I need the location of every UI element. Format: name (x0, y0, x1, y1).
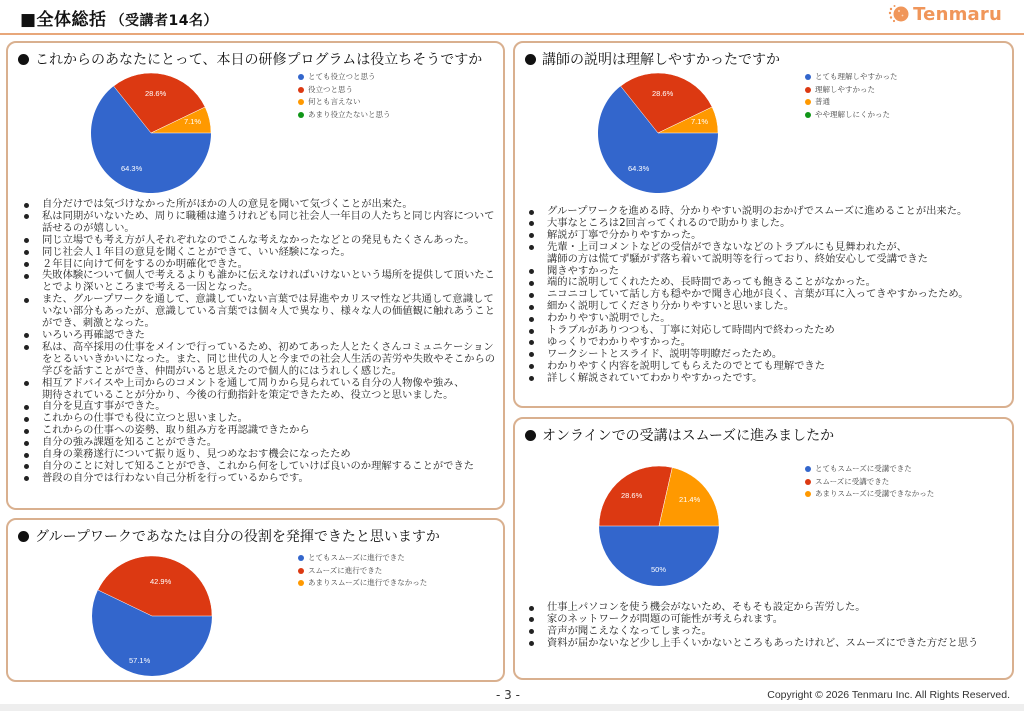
comment-item: 先輩・上司コメントなどの受信ができないなどのトラブルにも見舞われたが、 講師の方は慌てず騒がず落ち着いて説明等を行っており、終始安心して受講できた (523, 242, 1009, 266)
comment-list (18, 199, 502, 485)
chart-legend (298, 71, 391, 121)
comment-item: ワークシートとスライド、説明等明瞭だったため。 (523, 349, 1009, 361)
comment-list (523, 602, 1009, 650)
comment-item: 仕事上パソコンを使う機会がないため、そもそも設定から苦労した。 (523, 602, 1009, 614)
comment-item: また、グループワークを通して、意識していない言葉では昇進やカリスマ性など共通して意識していない部分もあったが、意識している言葉では個々人で異なり、様々な人の価値観に触れあうことができ、刺激となった。 (18, 294, 502, 330)
legend-swatch-red-icon (298, 87, 304, 93)
page-title-main: ■全体総括 (20, 10, 107, 30)
legend-item (298, 96, 391, 109)
comment-item: ２年目に向けて何をするのか明確化できた。 (18, 259, 502, 271)
comment-item: トラブルがありつつも、丁寧に対応して時間内で終わったため (523, 325, 1009, 337)
comment-item: わかりやすい説明でした。 (523, 313, 1009, 325)
comment-item: 端的に説明してくれたため、長時間であっても飽きることがなかった。 (523, 277, 1009, 289)
legend-item (805, 476, 934, 489)
comment-list (523, 206, 1009, 385)
legend-swatch-orange-icon (805, 99, 811, 105)
panel-title (525, 425, 834, 445)
chart-legend (805, 463, 934, 501)
comment-item: 細かく説明してくださり分かりやすいと思いました。 (523, 301, 1009, 313)
pie-chart-usefulness (89, 71, 213, 195)
legend-swatch-green-icon (298, 112, 304, 118)
legend-swatch-blue-icon (805, 74, 811, 80)
legend-label: とても役立つと思う (308, 72, 376, 81)
page-header (0, 0, 1024, 34)
legend-label: スムーズに受講できた (815, 476, 890, 486)
comment-item: 大事なところは2回言ってくれるので助かりました。 (523, 218, 1009, 230)
panel-instructor-clarity (513, 41, 1014, 408)
comment-item: 同じ社会人１年目の意見を聞くことができて、いい経験になった。 (18, 247, 502, 259)
panel-title (525, 49, 780, 69)
comment-item: 詳しく解説されていてわかりやすかったです。 (523, 373, 1009, 385)
legend-item (298, 565, 427, 578)
chart-legend (805, 71, 898, 121)
pie-label-blue: 64.3% (628, 164, 650, 173)
comment-item: これからの仕事でも役に立つと思いました。 (18, 413, 502, 425)
panel-online-smoothness (513, 417, 1014, 680)
header-divider (0, 33, 1024, 35)
panel-groupwork-role (6, 518, 505, 682)
bullet-dot-icon (18, 54, 29, 65)
pie-slice-blue (599, 526, 719, 586)
comment-item: いろいろ再確認できた (18, 330, 502, 342)
pie-label-orange: 21.4% (679, 495, 701, 504)
panel-title-text: これからのあなたにとって、本日の研修プログラムは役立ちそうですか (35, 52, 483, 68)
page-number: - 3 - (496, 688, 520, 702)
legend-label: スムーズに進行できた (308, 565, 383, 575)
panel-title-text: 講師の説明は理解しやすかったですか (542, 52, 780, 68)
bullet-dot-icon (18, 531, 29, 542)
legend-item (298, 552, 427, 565)
footer-bar (0, 704, 1024, 711)
panel-title-text: グループワークであなたは自分の役割を発揮できたと思いますか (35, 529, 440, 545)
legend-swatch-blue-icon (298, 555, 304, 561)
legend-item (298, 71, 391, 84)
comment-item: 失敗体験について個人で考えるよりも誰かに伝えなければいけないという場所を提供して頂いたことでより深いところまで考える一因となった。 (18, 270, 502, 294)
pie-chart-instructor (596, 71, 720, 195)
bullet-dot-icon (525, 430, 536, 441)
legend-label: とてもスムーズに進行できた (308, 553, 405, 562)
pie-label-orange: 7.1% (691, 117, 709, 126)
comment-item: グループワークを進める時、分かりやすい説明のおかげでスムーズに進めることが出来た。 (523, 206, 1009, 218)
legend-item (298, 84, 391, 97)
legend-swatch-red-icon (298, 568, 304, 574)
comment-item: 家のネットワークが問題の可能性が考えられます。 (523, 614, 1009, 626)
page-title (20, 5, 218, 30)
comment-item: 解説が丁寧で分かりやすかった。 (523, 230, 1009, 242)
legend-item (805, 488, 934, 501)
legend-item (805, 84, 898, 97)
comment-item: 聞きやすかった (523, 266, 1009, 278)
pie-label-orange: 7.1% (184, 117, 202, 126)
legend-label: やや理解しにくかった (815, 109, 890, 119)
pie-label-blue: 50% (651, 565, 667, 574)
comment-item: 私は同期がいないため、周りに職種は違うけれども同じ社会人一年目の人たちと同じ内容について話せるのが嬉しい。 (18, 211, 502, 235)
legend-item (805, 463, 934, 476)
panel-title-text: オンラインでの受講はスムーズに進みましたか (542, 428, 835, 444)
comment-item: 同じ立場でも考え方が人それぞれなのでこんな考えなかったなどとの発見もたくさんあった。 (18, 235, 502, 247)
pie-label-red: 28.6% (621, 491, 643, 500)
legend-swatch-blue-icon (805, 466, 811, 472)
legend-label: とても理解しやすかった (815, 72, 898, 81)
logo-text: Tenmaru (913, 3, 1002, 25)
pie-chart-online (597, 464, 721, 588)
pie-label-red: 28.6% (652, 89, 674, 98)
comment-item: 相互アドバイスや上司からのコメントを通して周りから見られている自分の人物像や強み、 期待されていることが分かり、今後の行動指針を策定できたため、役立つと思いました。 (18, 378, 502, 402)
comment-item: 資料が届かないなど少し上手くいかないところもあったけれど、スムーズにできた方だと思う (523, 638, 1009, 650)
comment-item: 普段の自分では行わない自己分析を行っているからです。 (18, 473, 502, 485)
comment-item: 自身の業務遂行について振り返り、見つめなおす機会になったため (18, 449, 502, 461)
copyright-notice: Copyright © 2026 Tenmaru Inc. All Rights Reserved. (767, 689, 1010, 701)
comment-item: 自分だけでは気づけなかった所がほかの人の意見を聞いて気づくことが出来た。 (18, 199, 502, 211)
comment-item: 自分のことに対して知ることができ、これから何をしていけば良いのか理解することができた (18, 461, 502, 473)
panel-title (18, 49, 482, 69)
legend-label: 理解しやすかった (815, 84, 875, 94)
legend-swatch-orange-icon (298, 580, 304, 586)
legend-swatch-blue-icon (298, 74, 304, 80)
legend-label: とてもスムーズに受講できた (815, 464, 912, 473)
legend-label: 何とも言えない (308, 97, 361, 106)
pie-chart-groupwork (90, 554, 214, 678)
legend-label: あまりスムーズに進行できなかった (308, 578, 428, 587)
company-logo (888, 3, 1002, 25)
legend-item (298, 109, 391, 122)
legend-item (805, 109, 898, 122)
legend-label: 役立つと思う (308, 84, 353, 94)
legend-swatch-orange-icon (805, 491, 811, 497)
comment-item: わかりやすく内容を説明してもらえたのでとても理解できた (523, 361, 1009, 373)
comment-item: 私は、高卒採用の仕事をメインで行っているため、初めてあった人とたくさんコミュニケーションをとるいいきかいになった。また、同じ世代の人と今までの社会人生活の苦労や失敗やそこからの学びを話すことができ、仲間がいると思えたので個人的にはうれしく感じた。 (18, 342, 502, 378)
legend-item (298, 577, 427, 590)
legend-swatch-red-icon (805, 479, 811, 485)
pie-label-red: 42.9% (150, 577, 172, 586)
legend-label: あまり役立たないと思う (308, 109, 391, 119)
tenmaru-sun-logo-icon (888, 3, 910, 25)
comment-item: これからの仕事への姿勢、取り組み方を再認識できたから (18, 425, 502, 437)
legend-label: あまりスムーズに受講できなかった (815, 489, 935, 498)
legend-swatch-orange-icon (298, 99, 304, 105)
legend-swatch-green-icon (805, 112, 811, 118)
comment-item: ニコニコしていて話し方も穏やかで聞き心地が良く、言葉が耳に入ってきやすかったため。 (523, 289, 1009, 301)
chart-legend (298, 552, 427, 590)
legend-item (805, 71, 898, 84)
legend-label: 普通 (815, 97, 830, 106)
panel-title (18, 526, 440, 546)
page-title-subtitle: （受講者14名） (110, 13, 219, 29)
pie-label-red: 28.6% (145, 89, 167, 98)
panel-program-usefulness (6, 41, 505, 510)
comment-item: ゆっくりでわかりやすかった。 (523, 337, 1009, 349)
legend-item (805, 96, 898, 109)
pie-label-blue: 57.1% (129, 656, 151, 665)
bullet-dot-icon (525, 54, 536, 65)
comment-item: 自分を見直す事ができた。 (18, 401, 502, 413)
comment-item: 自分の強み課題を知ることができた。 (18, 437, 502, 449)
pie-label-blue: 64.3% (121, 164, 143, 173)
comment-item: 音声が聞こえなくなってしまった。 (523, 626, 1009, 638)
legend-swatch-red-icon (805, 87, 811, 93)
